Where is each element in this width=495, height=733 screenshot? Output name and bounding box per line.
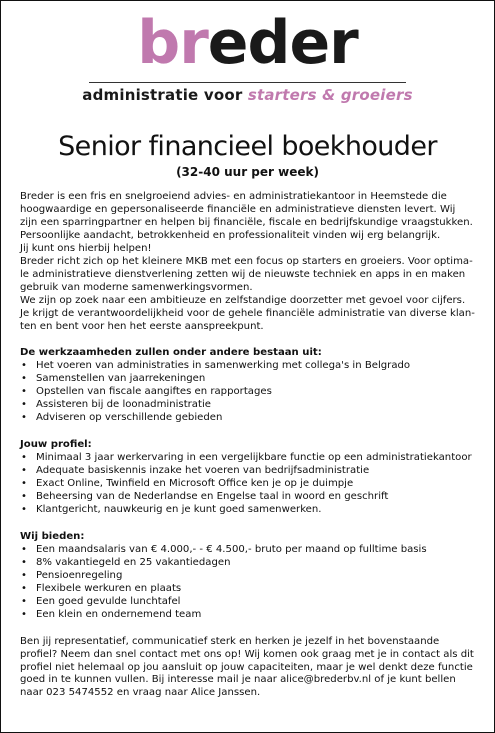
closing-line: naar 023 5474552 en vraag naar Alice Janssen. [20, 687, 261, 699]
intro-line: Persoonlijke aandacht, betrokkenheid en professionaliteit vinden wij erg belangrijk. [20, 229, 441, 241]
list-item: • Beheersing van de Nederlandse en Engelse taal in woord en geschrift [20, 491, 480, 504]
list-item: • Het voeren van administraties in samenwerking met collega's in Belgrado [20, 360, 480, 373]
bullet-list [20, 544, 480, 622]
section-heading: Wij bieden: [20, 530, 85, 542]
list-item: • Adviseren op verschillende gebieden [20, 412, 480, 425]
section-heading: De werkzaamheden zullen onder andere bestaan uit: [20, 347, 322, 359]
list-item: • Samenstellen van jaarrekeningen [20, 373, 480, 386]
logo [1, 8, 494, 78]
list-item: • Klantgericht, nauwkeurig en je kunt goed samenwerken. [20, 504, 480, 517]
list-item: • Pensioenregeling [20, 570, 480, 583]
tagline-part2: starters & groeiers [247, 86, 413, 104]
bullet-list [20, 452, 480, 517]
list-item: • 8% vakantiegeld en 25 vakantiedagen [20, 557, 480, 570]
logo-wordmark [137, 8, 358, 78]
section [20, 531, 480, 622]
list-item: • Adequate basiskennis inzake het voeren van bedrijfsadministratie [20, 465, 480, 478]
list-item: • Een maandsalaris van € 4.000,- - € 4.500,- bruto per maand op fulltime basis [20, 544, 480, 557]
logo-part-dark: eder [207, 8, 358, 78]
job-title: Senior financieel boekhouder [58, 131, 437, 162]
closing-line: Ben jij representatief, communicatief sterk en herken je jezelf in het bovenstaande [20, 635, 440, 647]
closing-text [20, 636, 480, 701]
intro-line: ten en bent voor hen het eerste aanspreekpunt. [20, 320, 264, 332]
tagline-part1: administratie voor [82, 86, 248, 104]
closing-line: goed in te kunnen vullen. Bij interesse mail je naar alice@brederbv.nl of je kunt bellen [20, 674, 456, 686]
intro-text [20, 191, 480, 333]
intro-line: hoogwaardige en gepersonaliseerde financiële en administratieve diensten levert. Wij [20, 203, 456, 215]
intro-line: Breder richt zich op het kleinere MKB met een focus op starters en groeiers. Voor optima- [20, 255, 473, 267]
list-item: • Flexibele werkuren en plaats [20, 583, 480, 596]
job-hours: (32-40 uur per week) [176, 165, 319, 179]
intro-line: zijn een sparringpartner en helpen bij financiële, fiscale en bedrijfskundige vraagstukken. [20, 216, 473, 228]
list-item: • Exact Online, Twinfield en Microsoft Office ken je op je duimpje [20, 478, 480, 491]
section-heading: Jouw profiel: [20, 439, 92, 451]
logo-part-pink: br [137, 8, 208, 78]
section [20, 347, 480, 425]
closing-line: profiel niet helemaal op jou aansluit op jouw capaciteiten, maar je wel denkt deze functie [20, 661, 473, 673]
list-item: • Een goed gevulde lunchtafel [20, 596, 480, 609]
intro-line: Breder is een fris en snelgroeiend advies- en administratiekantoor in Heemstede die [20, 191, 447, 202]
tagline [1, 85, 494, 105]
closing-line: profiel? Neem dan snel contact met ons op! Wij komen ook graag met je in contact als dit [20, 648, 474, 660]
intro-line: Je krijgt de verantwoordelijkheid voor de gehele financiële administratie van diverse klan- [20, 307, 475, 319]
intro-line: le administratieve dienstverlening zetten wij de nieuwste techniek en apps in en maken [20, 268, 466, 280]
list-item: • Opstellen van fiscale aangiftes en rapportages [20, 386, 480, 399]
intro-line: Jij kunt ons hierbij helpen! [20, 242, 152, 254]
list-item: • Minimaal 3 jaar werkervaring in een vergelijkbare functie op een administratiekantoor [20, 452, 480, 465]
logo-divider [89, 82, 406, 83]
list-item: • Assisteren bij de loonadministratie [20, 399, 480, 412]
intro-line: gebruik van moderne samenwerkingsvormen. [20, 281, 253, 293]
list-item: • Een klein en ondernemend team [20, 609, 480, 622]
section [20, 439, 480, 517]
bullet-list [20, 360, 480, 425]
sections [20, 347, 480, 621]
advert-body [20, 191, 480, 700]
intro-line: We zijn op zoek naar een ambitieuze en zelfstandige doorzetter met gevoel voor cijfers. [20, 294, 466, 306]
